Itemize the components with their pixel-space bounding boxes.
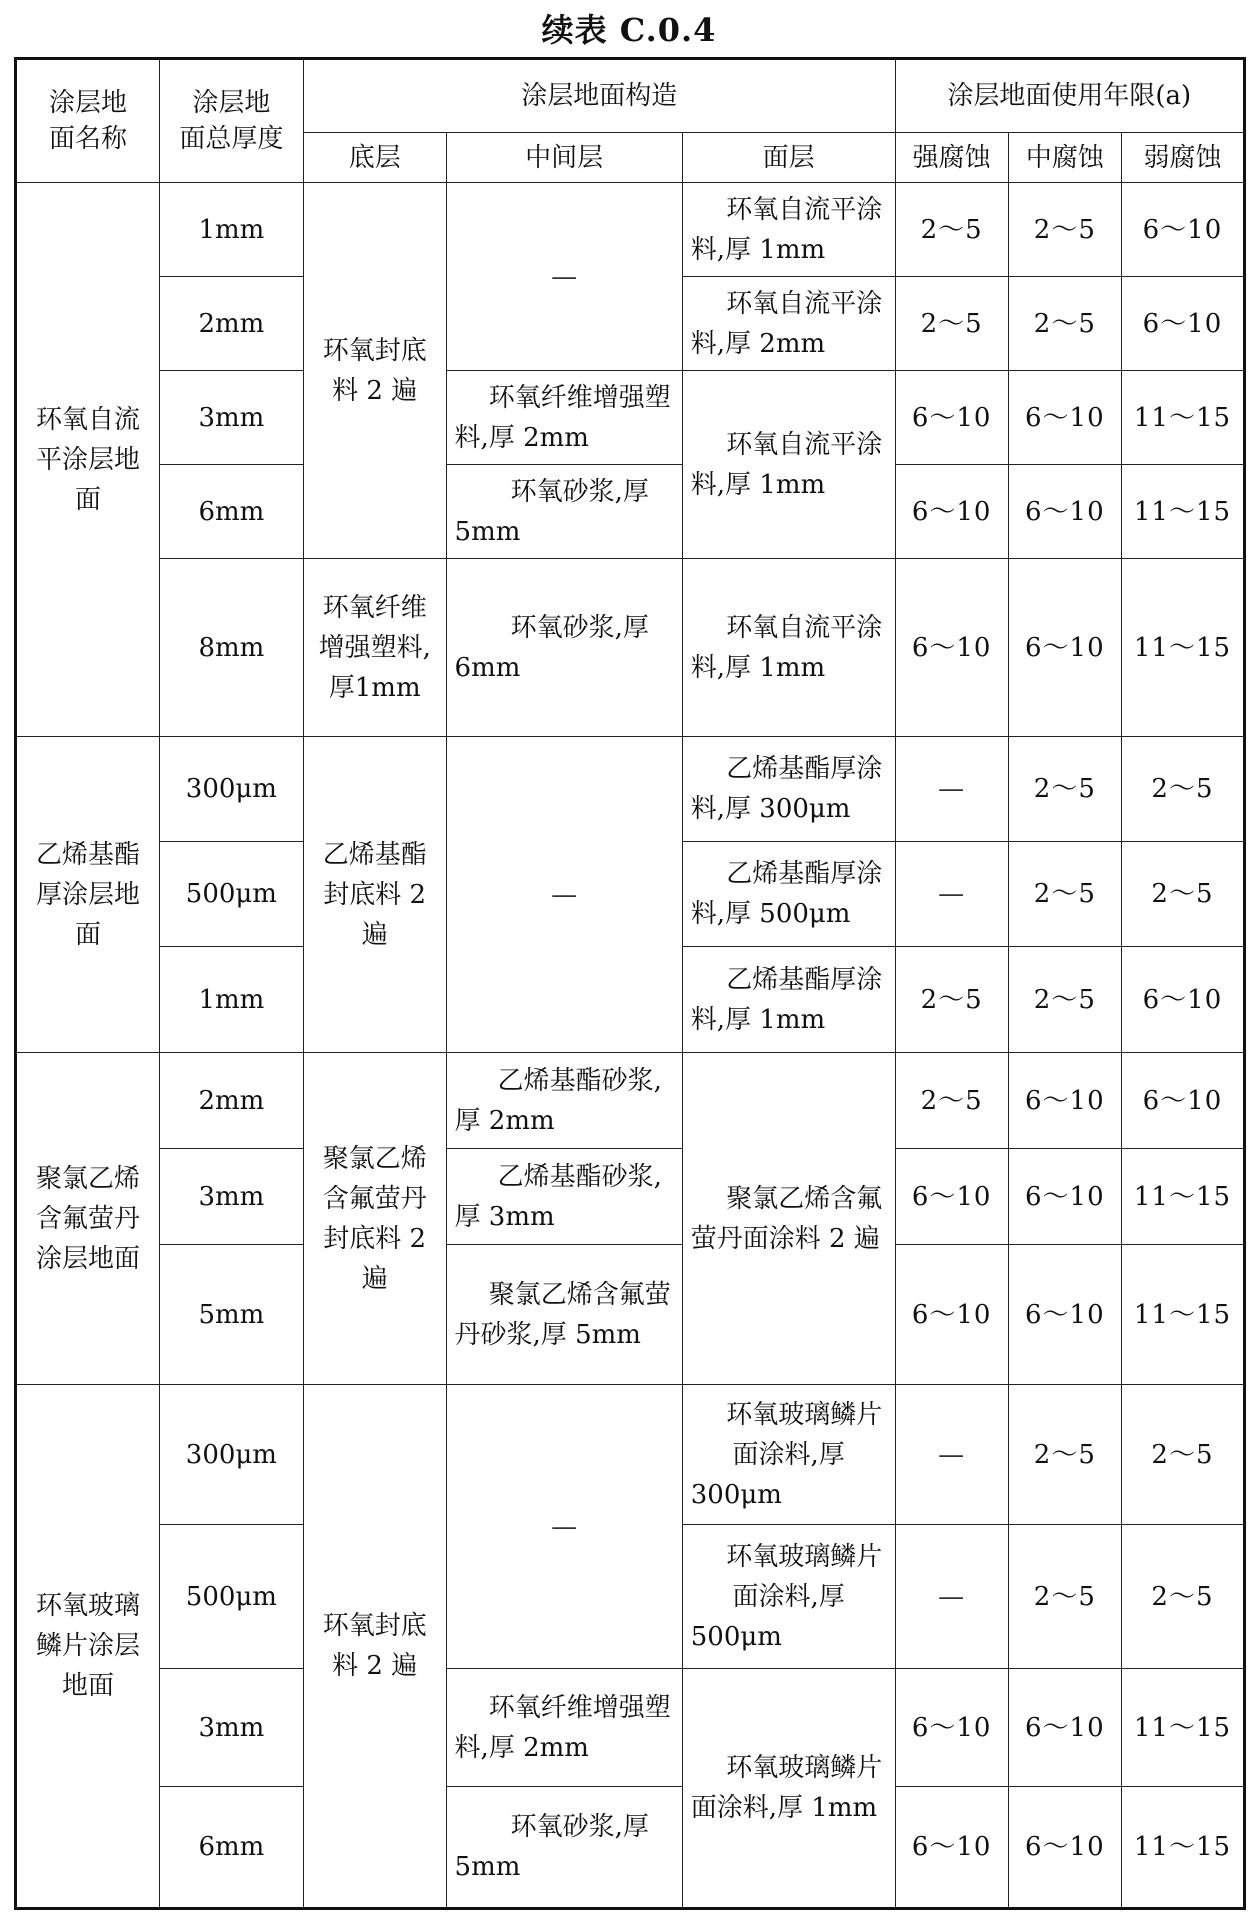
group-name: 乙烯基酯厚涂层地面 (16, 737, 160, 1053)
middle-layer-cell: — (446, 183, 682, 371)
thickness-cell: 3mm (159, 1149, 303, 1245)
life-strong-cell: — (895, 1385, 1008, 1525)
thickness-cell: 500μm (159, 1525, 303, 1669)
header-top: 面层 (682, 133, 895, 183)
thickness-cell: 1mm (159, 947, 303, 1053)
group-name: 环氧自流平涂层地面 (16, 183, 160, 737)
header-strong: 强腐蚀 (895, 133, 1008, 183)
base-layer-cell: 乙烯基酯封底料 2 遍 (303, 737, 446, 1053)
life-strong-cell: 2～5 (895, 1053, 1008, 1149)
life-medium-cell: 6～10 (1008, 1787, 1121, 1909)
top-layer-cell: 乙烯基酯厚涂料,厚 500μm (682, 842, 895, 947)
table-row (16, 183, 1245, 277)
life-strong-cell: 6～10 (895, 1669, 1008, 1787)
thickness-cell: 8mm (159, 559, 303, 737)
top-layer-cell: 环氧自流平涂料,厚 1mm (682, 183, 895, 277)
top-layer-cell: 环氧玻璃鳞片面涂料,厚 1mm (682, 1669, 895, 1909)
middle-layer-cell: 乙烯基酯砂浆,厚 2mm (446, 1053, 682, 1149)
header-medium: 中腐蚀 (1008, 133, 1121, 183)
base-layer-cell: 环氧纤维增强塑料,厚1mm (303, 559, 446, 737)
life-medium-cell: 2～5 (1008, 1525, 1121, 1669)
middle-layer-cell: 环氧纤维增强塑料,厚 2mm (446, 1669, 682, 1787)
thickness-cell: 3mm (159, 1669, 303, 1787)
table-row (16, 1669, 1245, 1787)
life-strong-cell: 2～5 (895, 947, 1008, 1053)
life-weak-cell: 2～5 (1121, 1525, 1244, 1669)
thickness-cell: 3mm (159, 371, 303, 465)
header-middle: 中间层 (446, 133, 682, 183)
top-layer-cell: 环氧玻璃鳞片面涂料,厚 300μm (682, 1385, 895, 1525)
header-bottom: 底层 (303, 133, 446, 183)
table-row (16, 559, 1245, 737)
header-life: 涂层地面使用年限(a) (895, 59, 1244, 133)
life-strong-cell: 6～10 (895, 465, 1008, 559)
life-medium-cell: 6～10 (1008, 465, 1121, 559)
life-weak-cell: 11～15 (1121, 371, 1244, 465)
table-row (16, 1787, 1245, 1909)
middle-layer-cell: 乙烯基酯砂浆,厚 3mm (446, 1149, 682, 1245)
table-row (16, 1149, 1245, 1245)
life-weak-cell: 2～5 (1121, 1385, 1244, 1525)
thickness-cell: 2mm (159, 277, 303, 371)
life-weak-cell: 6～10 (1121, 1053, 1244, 1149)
middle-layer-cell: — (446, 1385, 682, 1669)
middle-layer-cell: 环氧砂浆,厚 6mm (446, 559, 682, 737)
life-weak-cell: 2～5 (1121, 842, 1244, 947)
life-weak-cell: 11～15 (1121, 465, 1244, 559)
table-row (16, 1245, 1245, 1385)
life-weak-cell: 11～15 (1121, 1669, 1244, 1787)
header-weak: 弱腐蚀 (1121, 133, 1244, 183)
life-weak-cell: 6～10 (1121, 277, 1244, 371)
life-medium-cell: 2～5 (1008, 842, 1121, 947)
table-row (16, 371, 1245, 465)
group-name: 环氧玻璃鳞片涂层地面 (16, 1385, 160, 1909)
thickness-cell: 5mm (159, 1245, 303, 1385)
table-row (16, 465, 1245, 559)
life-medium-cell: 2～5 (1008, 277, 1121, 371)
thickness-cell: 300μm (159, 737, 303, 842)
life-medium-cell: 6～10 (1008, 371, 1121, 465)
middle-layer-cell: 环氧砂浆,厚 5mm (446, 1787, 682, 1909)
life-medium-cell: 6～10 (1008, 1669, 1121, 1787)
life-strong-cell: — (895, 842, 1008, 947)
table-row (16, 737, 1245, 842)
header-name: 涂层地 面名称 (16, 59, 160, 183)
top-layer-cell: 聚氯乙烯含氟萤丹面涂料 2 遍 (682, 1053, 895, 1385)
life-strong-cell: 6～10 (895, 559, 1008, 737)
life-weak-cell: 6～10 (1121, 183, 1244, 277)
thickness-cell: 1mm (159, 183, 303, 277)
top-layer-cell: 环氧自流平涂料,厚 2mm (682, 277, 895, 371)
group-name: 聚氯乙烯含氟萤丹涂层地面 (16, 1053, 160, 1385)
life-weak-cell: 11～15 (1121, 1245, 1244, 1385)
life-strong-cell: — (895, 1525, 1008, 1669)
coating-floor-table (14, 57, 1246, 1910)
thickness-cell: 6mm (159, 465, 303, 559)
life-weak-cell: 6～10 (1121, 947, 1244, 1053)
life-medium-cell: 2～5 (1008, 947, 1121, 1053)
life-medium-cell: 6～10 (1008, 559, 1121, 737)
header-thickness: 涂层地 面总厚度 (159, 59, 303, 183)
middle-layer-cell: 聚氯乙烯含氟萤丹砂浆,厚 5mm (446, 1245, 682, 1385)
life-strong-cell: 2～5 (895, 183, 1008, 277)
life-medium-cell: 6～10 (1008, 1149, 1121, 1245)
middle-layer-cell: 环氧纤维增强塑料,厚 2mm (446, 371, 682, 465)
thickness-cell: 300μm (159, 1385, 303, 1525)
table-title: 续表 C.0.4 (541, 11, 717, 49)
life-strong-cell: 6～10 (895, 1787, 1008, 1909)
header-construction: 涂层地面构造 (303, 59, 895, 133)
life-weak-cell: 11～15 (1121, 1787, 1244, 1909)
life-weak-cell: 11～15 (1121, 1149, 1244, 1245)
life-medium-cell: 2～5 (1008, 1385, 1121, 1525)
life-strong-cell: 2～5 (895, 277, 1008, 371)
table-row (16, 1385, 1245, 1525)
life-weak-cell: 2～5 (1121, 737, 1244, 842)
thickness-cell: 500μm (159, 842, 303, 947)
base-layer-cell: 聚氯乙烯含氟萤丹封底料 2 遍 (303, 1053, 446, 1385)
life-medium-cell: 2～5 (1008, 183, 1121, 277)
top-layer-cell: 乙烯基酯厚涂料,厚 300μm (682, 737, 895, 842)
thickness-cell: 6mm (159, 1787, 303, 1909)
top-layer-cell: 乙烯基酯厚涂料,厚 1mm (682, 947, 895, 1053)
life-medium-cell: 6～10 (1008, 1053, 1121, 1149)
life-strong-cell: 6～10 (895, 1149, 1008, 1245)
life-strong-cell: 6～10 (895, 371, 1008, 465)
life-medium-cell: 2～5 (1008, 737, 1121, 842)
table-row (16, 1053, 1245, 1149)
base-layer-cell: 环氧封底料 2 遍 (303, 1385, 446, 1909)
life-weak-cell: 11～15 (1121, 559, 1244, 737)
life-strong-cell: — (895, 737, 1008, 842)
top-layer-cell: 环氧自流平涂料,厚 1mm (682, 559, 895, 737)
life-medium-cell: 6～10 (1008, 1245, 1121, 1385)
life-strong-cell: 6～10 (895, 1245, 1008, 1385)
middle-layer-cell: — (446, 737, 682, 1053)
top-layer-cell: 环氧玻璃鳞片面涂料,厚 500μm (682, 1525, 895, 1669)
base-layer-cell: 环氧封底料 2 遍 (303, 183, 446, 559)
top-layer-cell: 环氧自流平涂料,厚 1mm (682, 371, 895, 559)
middle-layer-cell: 环氧砂浆,厚 5mm (446, 465, 682, 559)
thickness-cell: 2mm (159, 1053, 303, 1149)
